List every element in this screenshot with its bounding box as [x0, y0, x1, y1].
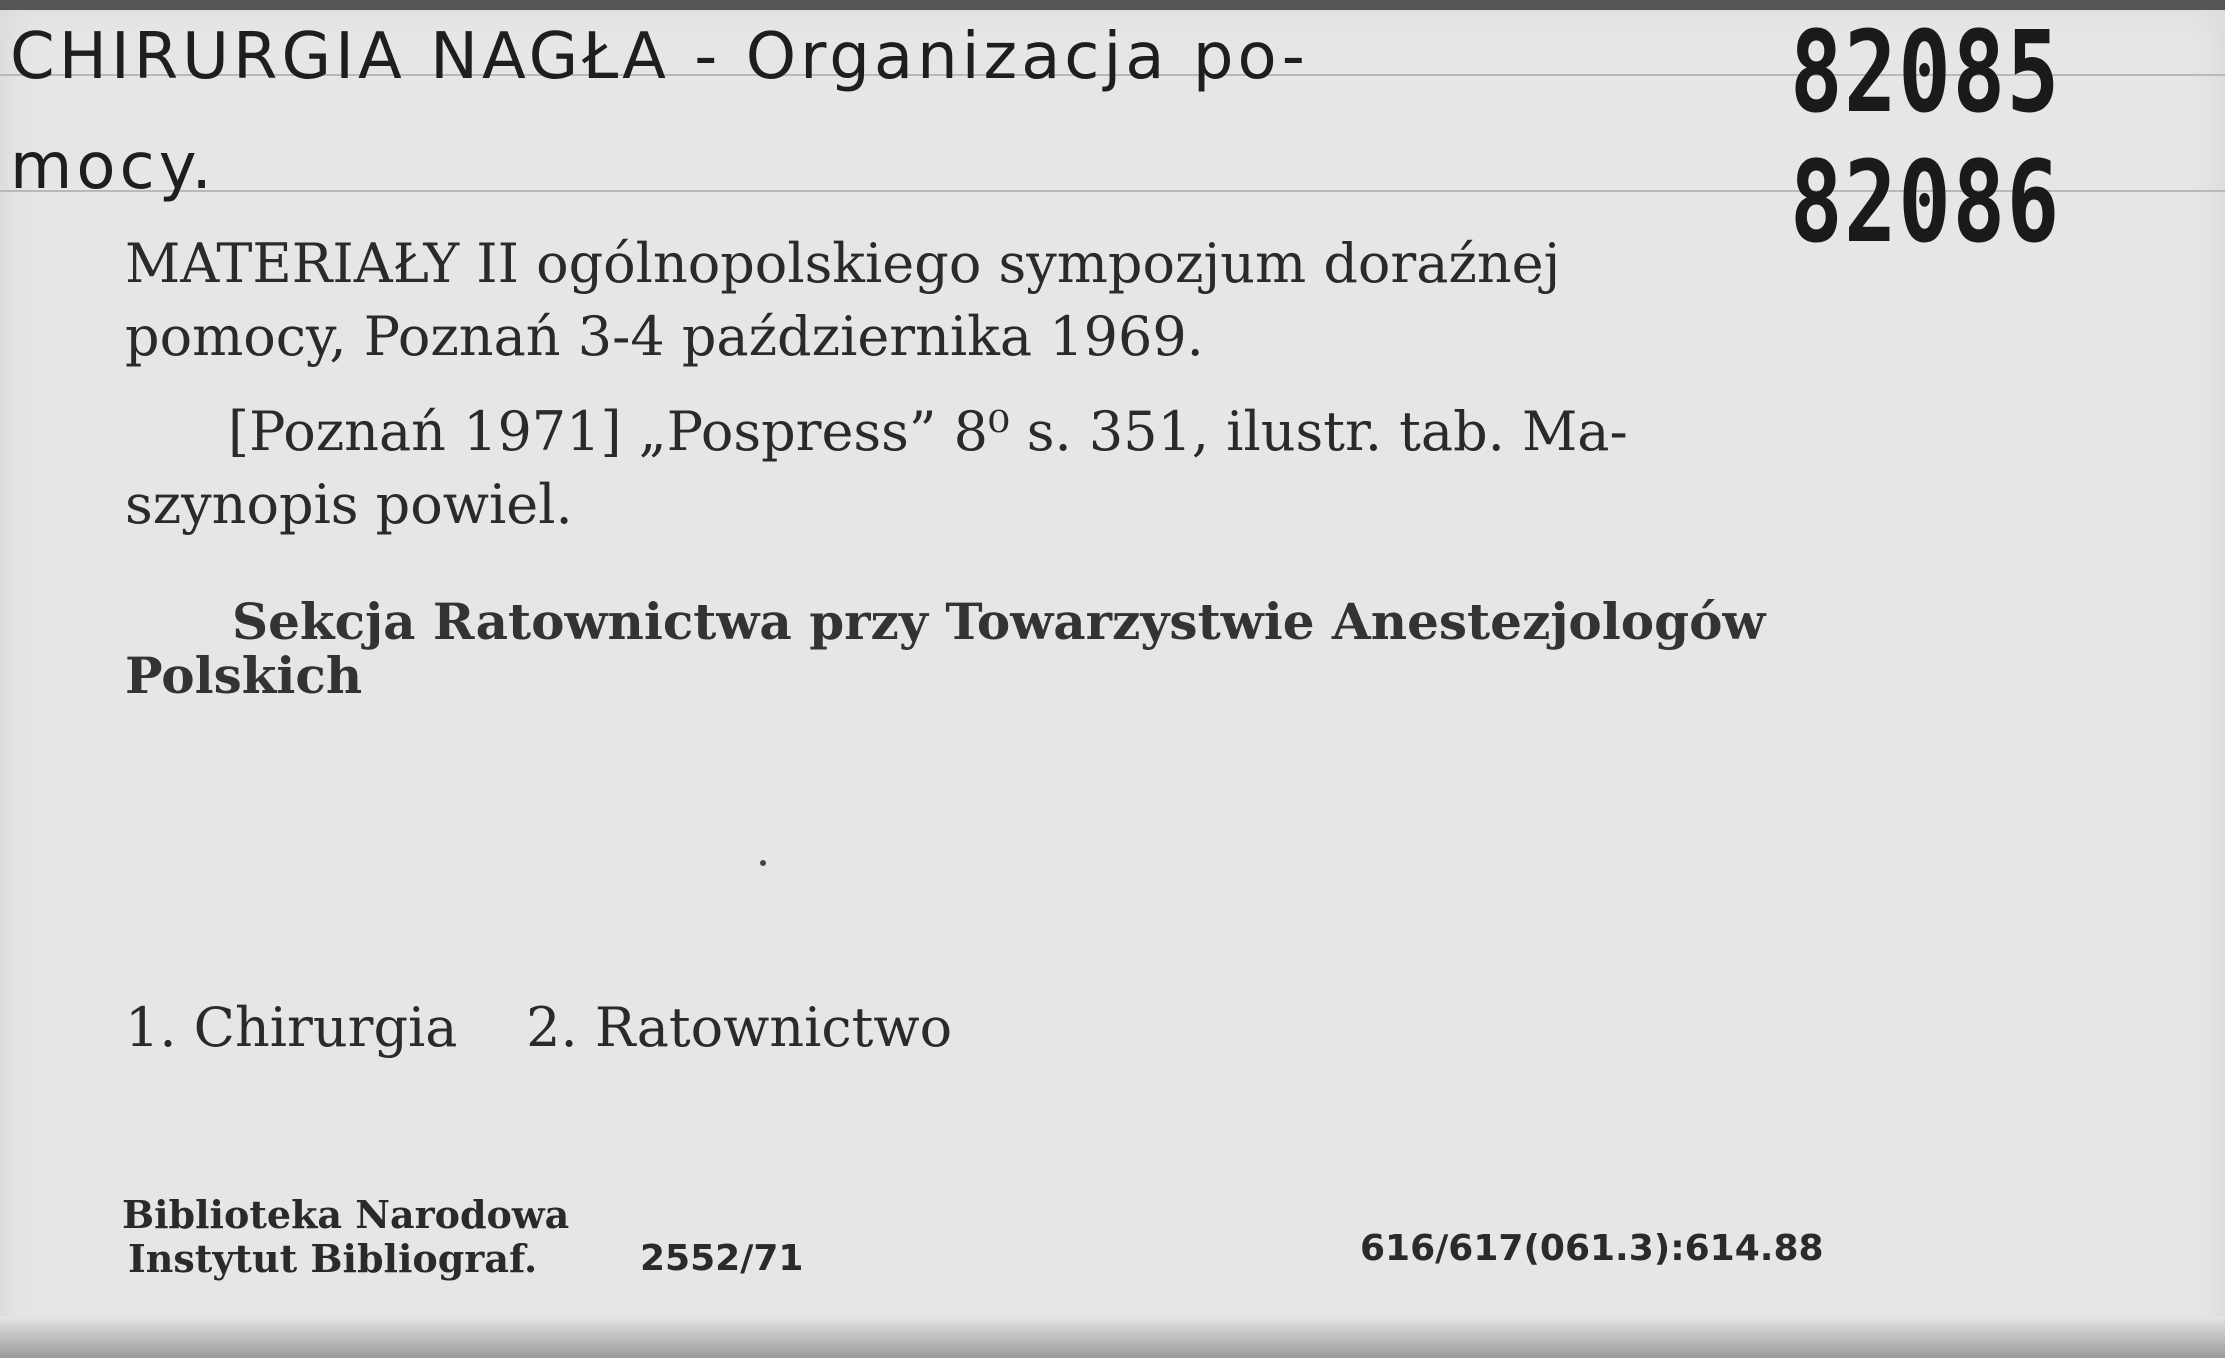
card-bottom-edge — [0, 1316, 2225, 1358]
accession-number-2: 82086 — [1790, 138, 2061, 268]
entry-imprint-line-1: [Poznań 1971] „Pospress” 8⁰ s. 351, ilustr. tab. Ma- — [228, 400, 1628, 463]
heading-line-1: CHIRURGIA NAGŁA - Organizacja po- — [10, 20, 1309, 94]
heading-line-2: mocy. — [10, 130, 216, 204]
entry-author-line-2: Polskich — [125, 646, 363, 705]
entry-author-line-1: Sekcja Ratownictwa przy Towarzystwie Anestezjologów — [232, 592, 1766, 651]
entry-title-line-1: MATERIAŁY II ogólnopolskiego sympozjum doraźnej — [125, 232, 1561, 295]
entry-subjects: 1. Chirurgia 2. Ratownictwo — [125, 996, 953, 1059]
footer-card-number: 2552/71 — [640, 1238, 804, 1279]
accession-number-1: 82085 — [1790, 8, 2061, 138]
footer-classification: 616/617(061.3):614.88 — [1360, 1228, 1824, 1269]
footer-library-line-1: Biblioteka Narodowa — [122, 1192, 570, 1237]
entry-imprint-line-2: szynopis powiel. — [125, 473, 573, 536]
footer-library-line-2: Instytut Bibliograf. — [128, 1236, 538, 1281]
entry-title-line-2: pomocy, Poznań 3-4 października 1969. — [125, 305, 1204, 368]
ink-speck — [760, 860, 766, 866]
